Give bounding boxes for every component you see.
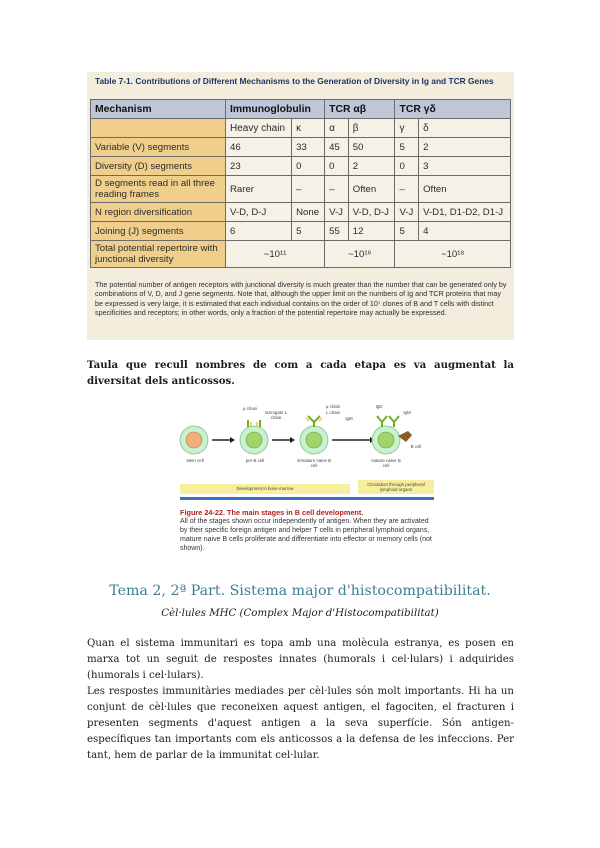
- subheader-kappa: κ: [292, 119, 325, 138]
- table-cell: 2: [348, 157, 395, 176]
- table-caption-label: Table 7-1.: [95, 76, 134, 86]
- table-cell: V-J: [325, 203, 349, 222]
- table-cell: 33: [292, 138, 325, 157]
- subheader-alpha: α: [325, 119, 349, 138]
- figure-caption: All of the stages shown occur independently of antigen. When they are activated by their specific foreign antigen and helper T cells in peripheral lymphoid organs, mature naive B cells proliferate and differentiate into effector or memory cells (not shown).: [180, 518, 432, 552]
- header-mechanism: Mechanism: [91, 100, 226, 119]
- table-cell: 2: [419, 138, 511, 157]
- bcell-figure: [172, 400, 442, 560]
- table-row: [91, 157, 511, 176]
- table-cell: [91, 119, 226, 138]
- table-cell: 12: [348, 222, 395, 241]
- part-label-mu-chain: μ chain: [242, 406, 258, 411]
- table-row: [91, 176, 511, 203]
- table-cell: 5: [395, 222, 419, 241]
- table-description: Taula que recull nombres de com a cada etapa es va augmentat la diversitat dels anticossos.: [87, 359, 514, 387]
- table-cell: 6: [226, 222, 292, 241]
- part-label-b-cell: B cell: [410, 444, 422, 449]
- stage-label-preb: pre-B cell: [245, 458, 265, 463]
- section-heading: Tema 2, 2ª Part. Sistema major d'histocompatibilitat.: [109, 583, 491, 599]
- subheader-delta: δ: [419, 119, 511, 138]
- table-cell: Rarer: [226, 176, 292, 203]
- paragraph-2: Les respostes immunitàries mediades per cèl·lules són molt importants. Hi ha un conjunt de cèl·lules que reconeixen aquest antigen, el fagociten, el fracturen i presenten segments d'aquest antigen a la seva superfície. Són antigen-específiques tan importants com els anticossos a la defensa de les infeccions. Per tant, hem de parlar de la immunitat cel·lular.: [87, 686, 514, 761]
- table-cell: 55: [325, 222, 349, 241]
- table-cell: V-D, D-J: [348, 203, 395, 222]
- subheader-gamma: γ: [395, 119, 419, 138]
- table-subheader-row: [91, 119, 511, 138]
- table-cell: ~10¹⁸: [395, 241, 511, 268]
- stage-label-immature: immature naive B cell: [296, 458, 332, 468]
- table-row: [91, 138, 511, 157]
- table-cell: None: [292, 203, 325, 222]
- part-label-igd: IgD: [375, 404, 383, 409]
- table-header-row: [91, 100, 511, 119]
- table-cell: 3: [419, 157, 511, 176]
- table-cell: V-D, D-J: [226, 203, 292, 222]
- header-tcr-gd: TCR γδ: [395, 100, 511, 119]
- figure-divider: [180, 497, 434, 500]
- figure-title: Figure 24-22. The main stages in B cell development.: [180, 508, 364, 517]
- part-label-mu-chain-2: μ chain: [325, 404, 341, 409]
- paragraph-1: Quan el sistema immunitari es topa amb una molècula estranya, es posen en marxa tot un seguit de respostes innates (humorals i cel·lulars) i adquirides (humorals i cel·lulars).: [87, 638, 514, 681]
- table-cell: 45: [325, 138, 349, 157]
- subheader-beta: β: [348, 119, 395, 138]
- row-mechanism: N region diversification: [91, 203, 226, 222]
- stage-label-stem: stem cell: [186, 458, 204, 463]
- table-cell: 5: [292, 222, 325, 241]
- bone-marrow-label: Development in bone marrow: [236, 486, 294, 491]
- table-cell: –: [325, 176, 349, 203]
- pre-b-cell-icon: [240, 420, 268, 454]
- table-row: [91, 241, 511, 268]
- table-cell: ~10¹¹: [226, 241, 325, 268]
- diversity-table: [90, 99, 511, 268]
- header-immunoglobulin: Immunoglobulin: [226, 100, 325, 119]
- table-cell: 50: [348, 138, 395, 157]
- part-label-igm-2: IgM: [403, 410, 411, 415]
- table-row: [91, 222, 511, 241]
- immature-b-cell-icon: [300, 416, 328, 454]
- row-mechanism: Joining (J) segments: [91, 222, 226, 241]
- table-caption-text: Contributions of Different Mechanisms to the Generation of Diversity in Ig and TCR Genes: [135, 76, 494, 86]
- header-tcr-ab: TCR αβ: [325, 100, 395, 119]
- row-mechanism: Diversity (D) segments: [91, 157, 226, 176]
- part-label-surrogate: surrogate L chain: [264, 410, 288, 420]
- table-cell: Often: [419, 176, 511, 203]
- stage-label-mature: mature naive B cell: [371, 458, 401, 468]
- part-label-igm: IgM: [345, 416, 353, 421]
- table-cell: –: [395, 176, 419, 203]
- section-subheading: Cèl·lules MHC (Complex Major d'Histocompatibilitat): [161, 608, 439, 619]
- table-cell: Often: [348, 176, 395, 203]
- table-row: [91, 203, 511, 222]
- arrow-head-icon: [230, 437, 235, 443]
- row-mechanism: Total potential repertoire with junctional diversity: [91, 241, 226, 268]
- row-mechanism: D segments read in all three reading frames: [91, 176, 226, 203]
- row-mechanism: Variable (V) segments: [91, 138, 226, 157]
- table-cell: 0: [292, 157, 325, 176]
- table-figure: [87, 72, 514, 340]
- table-cell: 4: [419, 222, 511, 241]
- table-cell: 23: [226, 157, 292, 176]
- arrow-head-icon: [290, 437, 295, 443]
- part-label-l-chain: L chain: [326, 410, 340, 415]
- stem-cell-icon: [180, 426, 208, 454]
- table-cell: 0: [395, 157, 419, 176]
- table-cell: 0: [325, 157, 349, 176]
- subheader-heavy: Heavy chain: [226, 119, 292, 138]
- peripheral-label: Circulation through peripheral lymphoid organs: [367, 482, 425, 492]
- table-cell: 46: [226, 138, 292, 157]
- table-cell: V-D1, D1-D2, D1-J: [419, 203, 511, 222]
- table-cell: V-J: [395, 203, 419, 222]
- table-cell: –: [292, 176, 325, 203]
- table-footnote: The potential number of antigen receptors with junctional diversity is much greater than the number that can be generated only by combinations of V, D, and J gene segments. Note that, although the upper limit on the numbers of Ig and TCR proteins that may be expressed is very large, it is estimated that each individual contains on the order of 10⁷ clones of B and T cells with distinct specificities and receptors; in other words, only a fraction of the potential repertoire may actually be expressed.: [95, 280, 507, 318]
- table-caption: [95, 76, 505, 86]
- table-cell: 5: [395, 138, 419, 157]
- table-cell: ~10¹⁶: [325, 241, 395, 268]
